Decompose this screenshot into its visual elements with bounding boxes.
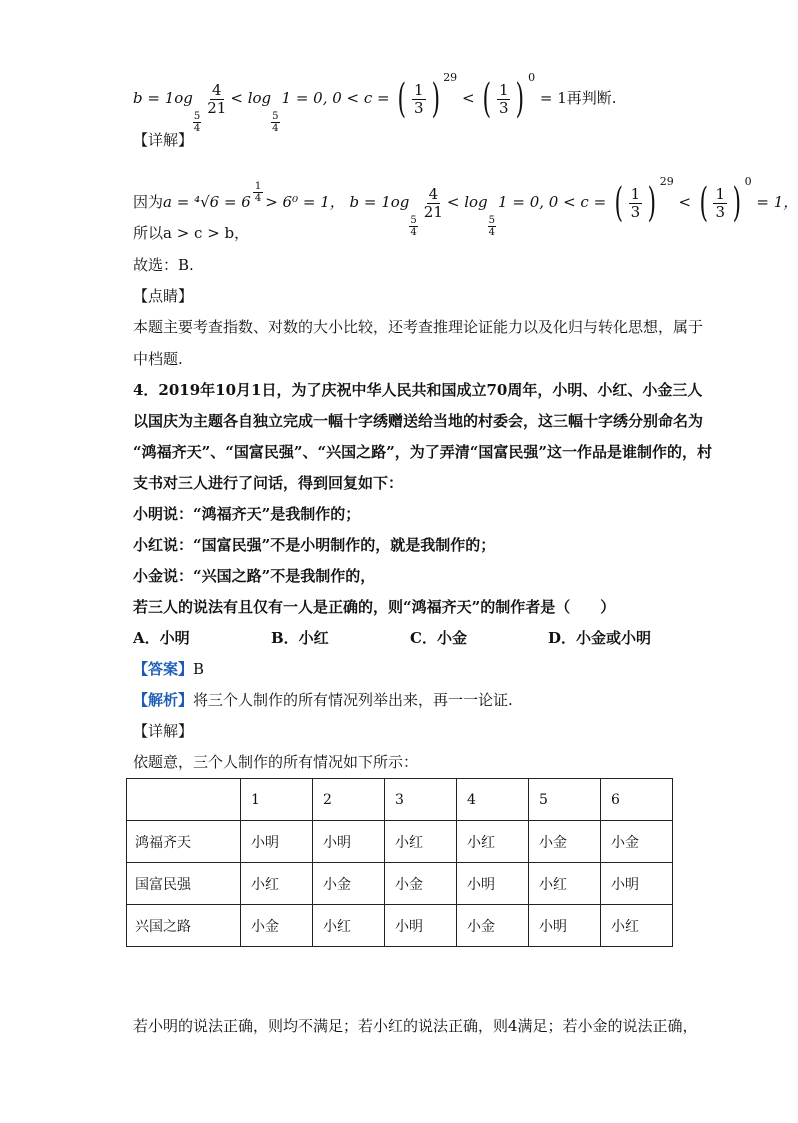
- detail-heading-1: 【详解】: [133, 131, 194, 149]
- fraction-4-21-2: $\frac{4}{21}$: [423, 184, 443, 221]
- table-cell: 小红: [241, 863, 313, 905]
- table-intro: 依题意，三个人制作的所有情况如下所示：: [133, 753, 419, 771]
- table-cell: 小明: [457, 863, 529, 905]
- log-base-4: $\frac{5}{4}$: [488, 215, 496, 238]
- last-line: 若小明的说法正确，则均不满足；若小红的说法正确，则4满足；若小金的说法正确，: [133, 1017, 698, 1035]
- table-header-cell: 1: [241, 779, 313, 821]
- answer-line: [133, 659, 204, 679]
- table-row-label: 国富民强: [127, 863, 241, 905]
- analysis-text: 将三个人制作的所有情况列举出来，再一一论证.: [193, 691, 513, 709]
- choose-line: 故选：B.: [133, 256, 194, 274]
- table-row: [127, 863, 673, 905]
- a-expression: a = ⁴√6 = 6: [163, 193, 251, 211]
- analysis-label: 【解析】: [133, 691, 194, 709]
- table-cell: 小明: [241, 821, 313, 863]
- so-line: 所以a > c > b，: [133, 224, 250, 242]
- dianjing-heading: 【点睛】: [133, 287, 194, 305]
- option-b: B．小红: [271, 629, 329, 647]
- question-4-line-7: 小金说：“兴国之路”不是我制作的，: [133, 567, 376, 585]
- table-header-cell: [127, 779, 241, 821]
- dianjing-text-2: 中档题.: [133, 350, 183, 368]
- less-than: <: [461, 89, 475, 107]
- log-text-2: < log: [446, 193, 488, 211]
- table-cell: 小明: [529, 905, 601, 947]
- table-row-label: 兴国之路: [127, 905, 241, 947]
- a-exponent: 1 4: [254, 180, 262, 204]
- paren-one-third-2: ( $\frac{1}{3}$ ): [482, 76, 525, 122]
- paren-one-third: ( $\frac{1}{3}$ ): [397, 76, 440, 122]
- because-tail: = 1，: [756, 193, 798, 211]
- answer-label: 【答案】: [133, 660, 194, 678]
- c-expression: 1 = 0, 0 < c =: [281, 89, 390, 107]
- b-expression: b = 1og: [133, 89, 193, 107]
- analysis-line: [133, 690, 513, 710]
- conclusion-text: = 1再判断.: [539, 89, 617, 107]
- b-expression-2: b = 1og: [349, 193, 410, 211]
- question-4-line-3: “鸿福齐天”、“国富民强”、“兴国之路”，为了弄清“国富民强”这一作品是谁制作的，村: [133, 443, 713, 461]
- option-c: C．小金: [410, 629, 467, 647]
- table-cell: 小金: [241, 905, 313, 947]
- answer-value: B: [193, 660, 205, 678]
- table-cell: 小明: [313, 821, 385, 863]
- dianjing-text-1: 本题主要考查指数、对数的大小比较，还考查推理论证能力以及化归与转化思想，属于: [133, 318, 704, 336]
- fraction-4-21: $\frac{4}{21}$: [207, 80, 227, 117]
- paren-one-third-4: ( $\frac{1}{3}$ ): [699, 180, 742, 226]
- question-4-line-5: 小明说：“鸿福齐天”是我制作的；: [133, 505, 361, 523]
- question-4-line-4: 支书对三人进行了问话，得到回复如下：: [133, 474, 404, 492]
- table-row-label: 鸿福齐天: [127, 821, 241, 863]
- table-cell: 小红: [601, 905, 673, 947]
- c-expression-2: 1 = 0, 0 < c =: [498, 193, 607, 211]
- question-4-line-2: 以国庆为主题各自独立完成一幅十字绣赠送给当地的村委会，这三幅十字绣分别命名为: [133, 412, 704, 430]
- table-header-cell: 3: [385, 779, 457, 821]
- table-cell: 小红: [313, 905, 385, 947]
- question-4-line-6: 小红说：“国富民强”不是小明制作的，就是我制作的；: [133, 536, 496, 554]
- table-cell: 小金: [601, 821, 673, 863]
- less-than-2: <: [678, 193, 692, 211]
- table-cell: 小金: [385, 863, 457, 905]
- because-text: 因为: [133, 193, 164, 211]
- option-a: A．小明: [133, 629, 190, 647]
- exponent-29: 29: [443, 71, 458, 84]
- log-base-3: $\frac{5}{4}$: [410, 215, 417, 238]
- table-cell: 小金: [457, 905, 529, 947]
- table-header-row: [127, 779, 673, 821]
- table-cell: 小明: [601, 863, 673, 905]
- detail-heading-2: 【详解】: [133, 722, 194, 740]
- table-cell: 小金: [313, 863, 385, 905]
- table-row: [127, 821, 673, 863]
- cases-table: [126, 778, 673, 947]
- table-header-cell: 2: [313, 779, 385, 821]
- table-header-cell: 6: [601, 779, 673, 821]
- table-row: [127, 905, 673, 947]
- table-cell: 小金: [529, 821, 601, 863]
- table-cell: 小红: [529, 863, 601, 905]
- log-text: < log: [230, 89, 272, 107]
- question-4-line-8: 若三人的说法有且仅有一人是正确的，则“鸿福齐天”的制作者是（ ）: [133, 598, 616, 616]
- formula-line-b: [133, 68, 617, 134]
- option-d: D．小金或小明: [548, 629, 652, 647]
- exponent-0: 0: [528, 71, 536, 84]
- paren-one-third-3: ( $\frac{1}{3}$ ): [614, 180, 657, 226]
- table-cell: 小红: [457, 821, 529, 863]
- table-header-cell: 5: [529, 779, 601, 821]
- question-4-line-1: 4．2019年10月1日，为了庆祝中华人民共和国成立70周年，小明、小红、小金三人: [133, 381, 703, 399]
- table-cell: 小明: [385, 905, 457, 947]
- exponent-0-2: 0: [744, 175, 752, 188]
- table-cell: 小红: [385, 821, 457, 863]
- log-base: $\frac{5}{4}$: [193, 111, 201, 134]
- exponent-29-2: 29: [659, 175, 674, 188]
- table-header-cell: 4: [457, 779, 529, 821]
- a-gt-text: > 6⁰ = 1，: [265, 193, 345, 211]
- log-base-2: $\frac{5}{4}$: [272, 111, 279, 134]
